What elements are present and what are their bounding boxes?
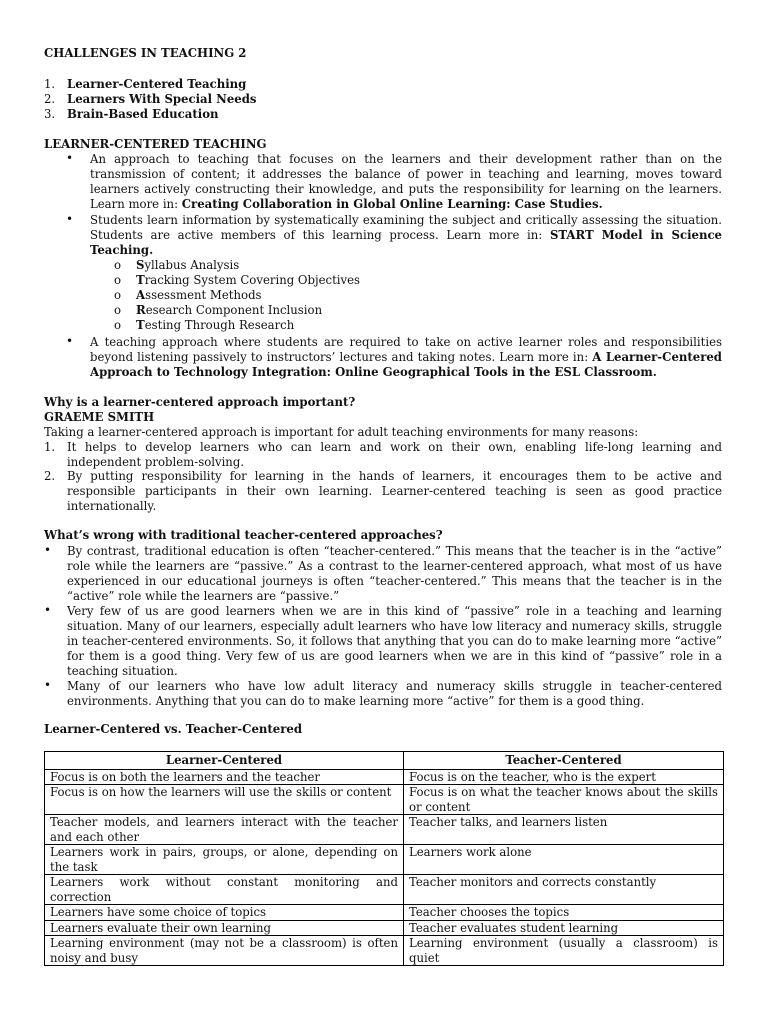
toc-item: Learner-Centered Teaching [67, 77, 247, 91]
table-row [45, 785, 724, 815]
circle-bullet-icon: o [114, 288, 122, 302]
table-cell: Teacher monitors and corrects constantly [404, 875, 724, 905]
intro-paragraph: Taking a learner-centered approach is important for adult teaching environments for many reasons: [44, 425, 639, 439]
table-row [45, 875, 724, 905]
table-cell: Learners work in pairs, groups, or alone, depending on the task [45, 845, 404, 875]
table-row [45, 905, 724, 921]
table-cell: Learning environment (usually a classroom) is quiet [404, 936, 724, 966]
table-row [45, 920, 724, 936]
start-item [136, 258, 239, 273]
table-cell: Focus is on what the teacher knows about the skills or content [404, 785, 724, 815]
table-row [45, 845, 724, 875]
bullet-icon: • [44, 678, 52, 692]
table-cell: Focus is on how the learners will use the skills or content [45, 785, 404, 815]
table-cell: Learners work without constant monitoring and correction [45, 875, 404, 905]
table-cell: Teacher models, and learners interact with the teacher and each other [45, 815, 404, 845]
bullet-paragraph [90, 152, 722, 212]
table-cell: Focus is on the teacher, who is the expert [404, 769, 724, 785]
author-name: GRAEME SMITH [44, 410, 155, 424]
circle-bullet-icon: o [114, 318, 122, 332]
comparison-table [44, 751, 724, 966]
question-heading: What’s wrong with traditional teacher-centered approaches? [44, 528, 443, 542]
start-item [136, 303, 322, 318]
source-reference: A Learner-Centered Approach to Technology Integration: Online Geographical Tools in the ESL Classroom. [90, 350, 722, 379]
start-item-text: ssessment Methods [145, 288, 262, 302]
table-cell: Teacher evaluates student learning [404, 920, 724, 936]
bullet-paragraph: Very few of us are good learners when we are in this kind of “passive” role in a teaching and learning situation. Many of our learners, especially adult learners who have low literacy and numeracy skills, struggle in teacher-centered environments. So, it follows that anything that you can do to make learning more “active” for them is a good thing. Very few of us are good learners when we are in this kind of “passive” role in a teaching situation. [67, 604, 722, 678]
table-cell: Learning environment (may not be a classroom) is often noisy and busy [45, 936, 404, 966]
start-letter: T [136, 273, 145, 287]
table-title: Learner-Centered vs. Teacher-Centered [44, 722, 302, 736]
circle-bullet-icon: o [114, 303, 122, 317]
table-row [45, 815, 724, 845]
list-number: 1. [44, 440, 56, 454]
question-heading: Why is a learner-centered approach important? [44, 395, 356, 409]
toc-item: Brain-Based Education [67, 107, 219, 121]
start-letter: T [136, 318, 145, 332]
start-item-text: esting Through Research [144, 318, 295, 332]
bullet-icon: • [66, 151, 74, 165]
list-number: 2. [44, 469, 56, 483]
table-cell: Teacher chooses the topics [404, 905, 724, 921]
numbered-paragraph: By putting responsibility for learning in the hands of learners, it encourages them to be active and responsible participants in their own learning. Learner-centered teaching is seen as good practice internationally. [67, 469, 722, 513]
bullet-paragraph: By contrast, traditional education is often “teacher-centered.” This means that the teacher is in the “active” role while the learners are “passive.” As a contrast to the learner-centered approach, what most of us have experienced in our educational journeys is often “teacher-centered.” This means that the teacher is in the “active” role while the learners are “passive.” [67, 544, 722, 603]
start-item-text: esearch Component Inclusion [145, 303, 323, 317]
bullet-icon: • [66, 334, 74, 348]
start-item-text: yllabus Analysis [144, 258, 240, 272]
table-cell: Focus is on both the learners and the teacher [45, 769, 404, 785]
bullet-paragraph [90, 213, 722, 258]
toc-number: 2. [44, 92, 56, 106]
source-reference: Creating Collaboration in Global Online Learning: Case Studies. [181, 197, 603, 211]
bullet-icon: • [44, 543, 52, 557]
section-heading: LEARNER-CENTERED TEACHING [44, 137, 267, 151]
paragraph-text: A teaching approach where students are required to take on active learner roles and responsibilities beyond listening passively to instructors’ lectures and taking notes. Learn more in: [90, 335, 722, 364]
start-item [136, 288, 262, 303]
numbered-paragraph: It helps to develop learners who can learn and work on their own, enabling life-long learning and independent problem-solving. [67, 440, 722, 469]
start-letter: A [136, 288, 146, 302]
column-header-learner: Learner-Centered [45, 752, 404, 770]
bullet-icon: • [44, 603, 52, 617]
table-cell: Learners have some choice of topics [45, 905, 404, 921]
toc-item: Learners With Special Needs [67, 92, 257, 106]
start-item-text: racking System Covering Objectives [144, 273, 361, 287]
start-letter: S [136, 258, 145, 272]
document-title: CHALLENGES IN TEACHING 2 [44, 46, 247, 60]
start-letter: R [136, 303, 146, 317]
bullet-paragraph [90, 335, 722, 380]
column-header-teacher: Teacher-Centered [404, 752, 724, 770]
bullet-paragraph: Many of our learners who have low adult literacy and numeracy skills struggle in teacher-centered environments. Anything that you can do to make learning more “active” for them is a good thing. [67, 679, 722, 708]
source-reference: START Model in Science Teaching. [90, 228, 722, 257]
table-row [45, 936, 724, 966]
table-cell: Teacher talks, and learners listen [404, 815, 724, 845]
bullet-icon: • [66, 212, 74, 226]
circle-bullet-icon: o [114, 258, 122, 272]
circle-bullet-icon: o [114, 273, 122, 287]
paragraph-text: Students learn information by systematically examining the subject and critically assessing the situation. Students are active members of this learning process. Learn more in: [90, 213, 722, 242]
table-header-row [45, 752, 724, 770]
paragraph-text: An approach to teaching that focuses on the learners and their development rather than on the transmission of content; it addresses the balance of power in teaching and learning, moves toward learners actively constructing their knowledge, and puts the responsibility for learning on the learners. Learn more in: [90, 152, 722, 211]
table-cell: Learners evaluate their own learning [45, 920, 404, 936]
toc-number: 1. [44, 77, 56, 91]
table-row [45, 769, 724, 785]
start-item [136, 318, 294, 333]
toc-number: 3. [44, 107, 56, 121]
table-cell: Learners work alone [404, 845, 724, 875]
start-item [136, 273, 360, 288]
